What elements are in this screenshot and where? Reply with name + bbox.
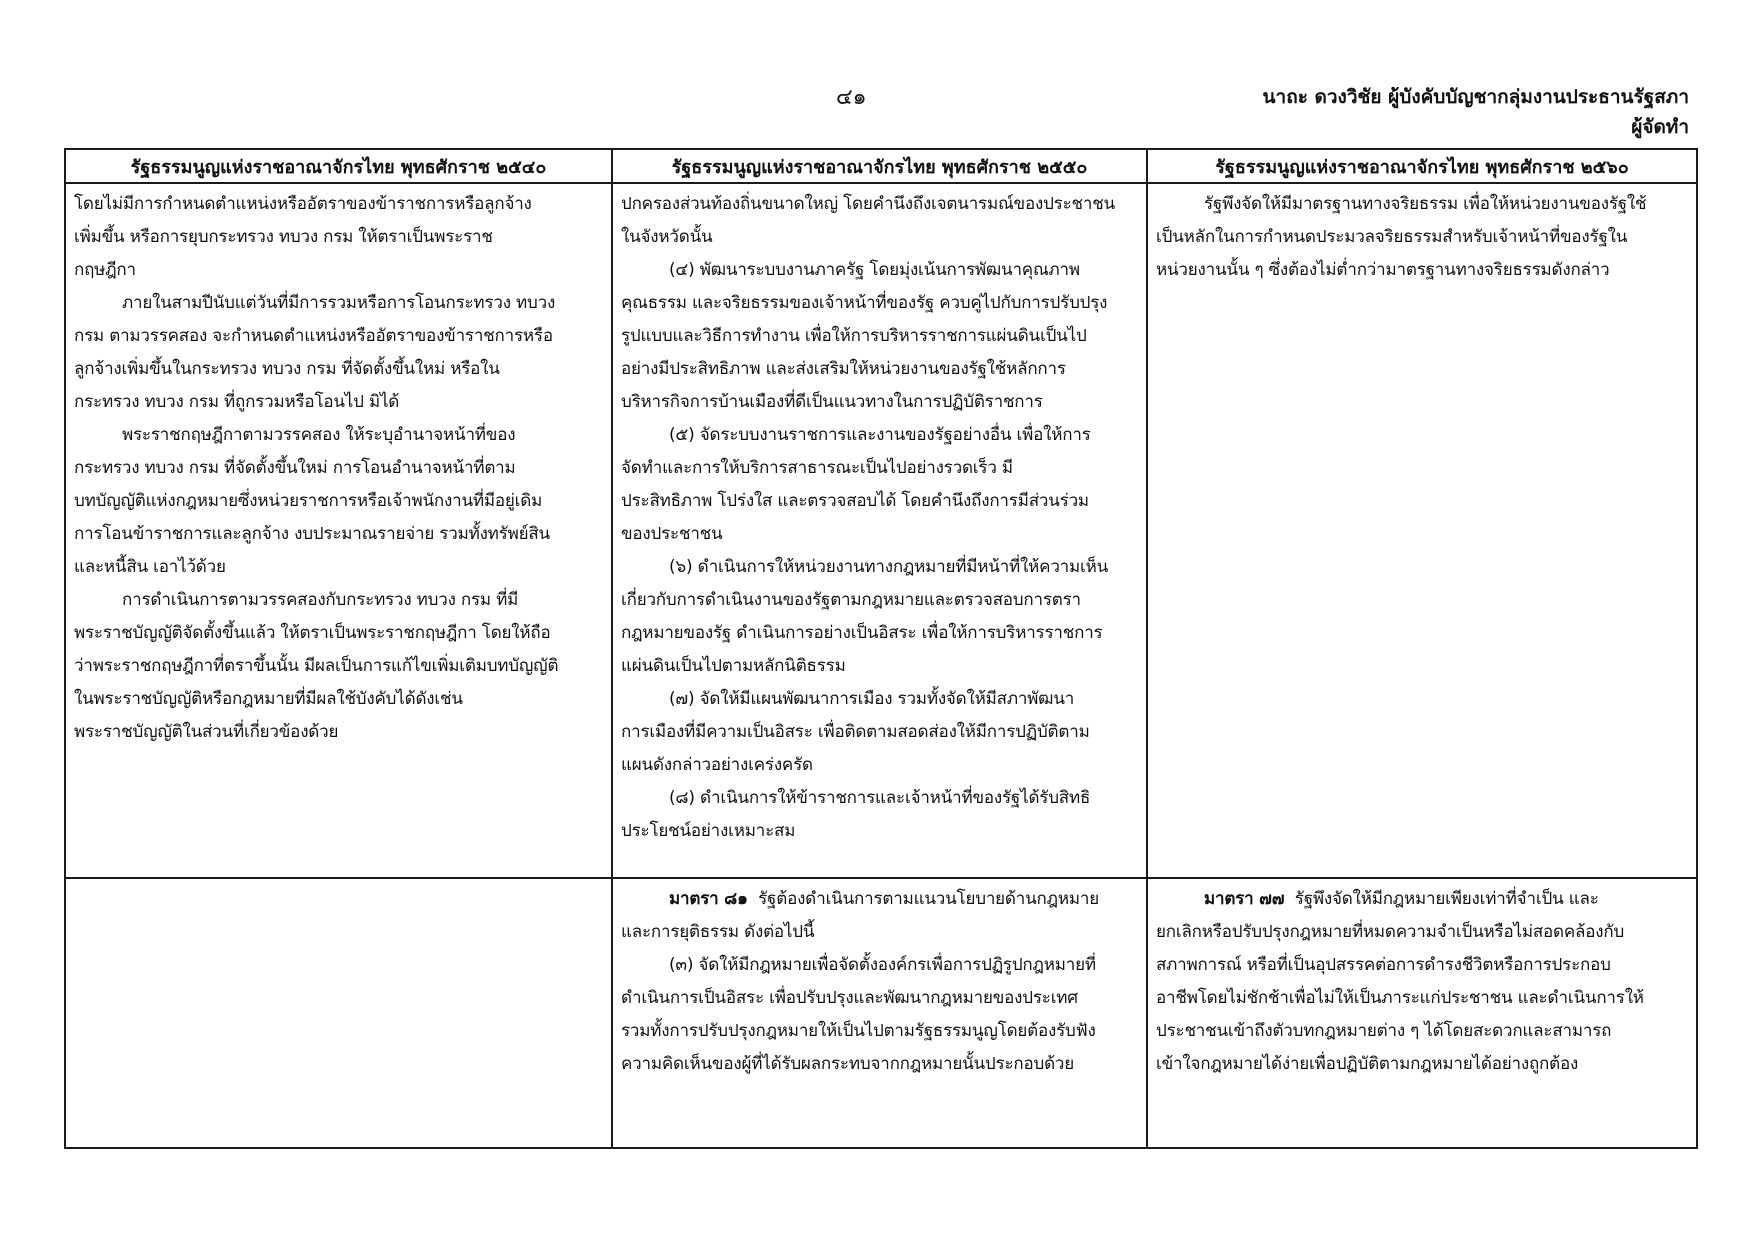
- text-line: เพิ่มขึ้น หรือการยุบกระทรวง ทบวง กรม ให้ตราเป็นพระราช: [74, 227, 493, 247]
- text-line: ภายในสามปีนับแต่วันที่มีการรวมหรือการโอนกระทรวง ทบวง: [122, 293, 556, 313]
- text-line: (๗) จัดให้มีแผนพัฒนาการเมือง รวมทั้งจัดให้มีสภาพัฒนา: [669, 689, 1075, 709]
- text-line: สภาพการณ์ หรือที่เป็นอุปสรรคต่อการดำรงชีวิตหรือการประกอบ: [1156, 955, 1611, 976]
- text-line: ปกครองส่วนท้องถิ่นขนาดใหญ่ โดยคำนึงถึงเจตนารมณ์ของประชาชน: [621, 194, 1115, 214]
- column-header-2540: รัฐธรรมนูญแห่งราชอาณาจักรไทย พุทธศักราช ๒๕๔๐: [65, 149, 612, 183]
- text-line: และหนี้สิน เอาไว้ด้วย: [74, 557, 226, 577]
- text-line: ประชาชนเข้าถึงตัวบทกฎหมายต่าง ๆ ได้โดยสะดวกและสามารถ: [1156, 1021, 1612, 1042]
- text-line: [1156, 883, 1688, 916]
- text-line: พระราชกฤษฎีกาตามวรรคสอง ให้ระบุอำนาจหน้าที่ของ: [122, 425, 516, 445]
- text-line: แผนดังกล่าวอย่างเคร่งครัด: [621, 755, 813, 775]
- text-line: (๓) จัดให้มีกฎหมายเพื่อจัดตั้งองค์กรเพื่อการปฏิรูปกฎหมายที่: [669, 955, 1096, 976]
- text-line: ในพระราชบัญญัติหรือกฎหมายที่มีผลใช้บังคับได้ดังเช่น: [74, 689, 463, 709]
- table-row: [65, 183, 1697, 878]
- text-line: บริหารกิจการบ้านเมืองที่ดีเป็นแนวทางในการปฏิบัติราชการ: [621, 392, 1043, 412]
- column-header-2560: รัฐธรรมนูญแห่งราชอาณาจักรไทย พุทธศักราช ๒๕๖๐: [1147, 149, 1697, 183]
- cell-2560-section-77: [1147, 878, 1697, 1148]
- text-line: กระทรวง ทบวง กรม ที่ถูกรวมหรือโอนไป มิได้: [74, 392, 400, 412]
- text-line: ดำเนินการเป็นอิสระ เพื่อปรับปรุงและพัฒนากฎหมายของประเทศ: [621, 988, 1078, 1009]
- text-line: ยกเลิกหรือปรับปรุงกฎหมายที่หมดความจำเป็นหรือไม่สอดคล้องกับ: [1156, 922, 1625, 943]
- text-line: เกี่ยวกับการดำเนินงานของรัฐตามกฎหมายและตรวจสอบการตรา: [621, 590, 1081, 610]
- text-line: รัฐพึงจัดให้มีมาตรฐานทางจริยธรรม เพื่อให้หน่วยงานของรัฐใช้: [1204, 194, 1647, 214]
- section-text: รัฐพึงจัดให้มีกฎหมายเพียงเท่าที่จำเป็น และ: [1294, 889, 1599, 910]
- text-line: อาชีพโดยไม่ชักช้าเพื่อไม่ให้เป็นภาระแก่ประชาชน และดำเนินการให้: [1156, 988, 1644, 1009]
- text-line: ว่าพระราชกฤษฎีกาที่ตราขึ้นนั้น มีผลเป็นการแก้ไขเพิ่มเติมบทบัญญัติ: [74, 656, 559, 676]
- table-row: [65, 878, 1697, 1148]
- cell-2550-section-81: [612, 878, 1147, 1148]
- text-line: กฤษฎีกา: [74, 260, 136, 280]
- constitution-comparison-table: [64, 148, 1698, 1149]
- text-line: พระราชบัญญัติจัดตั้งขึ้นแล้ว ให้ตราเป็นพระราชกฤษฎีกา โดยให้ถือ: [74, 623, 551, 643]
- cell-2550-continuation: [612, 183, 1147, 878]
- text-line: เป็นหลักในการกำหนดประมวลจริยธรรมสำหรับเจ้าหน้าที่ของรัฐใน: [1156, 227, 1628, 247]
- credit-author-line: นาถะ ดวงวิชัย ผู้บังคับบัญชากลุ่มงานประธานรัฐสภา: [1262, 86, 1689, 108]
- text-line: ประสิทธิภาพ โปร่งใส และตรวจสอบได้ โดยคำนึงถึงการมีส่วนร่วม: [621, 491, 1089, 511]
- text-line: โดยไม่มีการกำหนดตำแหน่งหรืออัตราของข้าราชการหรือลูกจ้าง: [74, 194, 532, 214]
- text-line: (๘) ดำเนินการให้ข้าราชการและเจ้าหน้าที่ของรัฐได้รับสิทธิ: [669, 788, 1091, 808]
- text-line: ลูกจ้างเพิ่มขึ้นในกระทรวง ทบวง กรม ที่จัดตั้งขึ้นใหม่ หรือใน: [74, 359, 500, 379]
- credit-role-line: ผู้จัดทำ: [1631, 116, 1689, 138]
- text-line: กรม ตามวรรคสอง จะกำหนดตำแหน่งหรืออัตราของข้าราชการหรือ: [74, 326, 553, 346]
- text-line: การเมืองที่มีความเป็นอิสระ เพื่อติดตามสอดส่องให้มีการปฏิบัติตาม: [621, 722, 1090, 742]
- text-line: กฎหมายของรัฐ ดำเนินการอย่างเป็นอิสระ เพื่อให้การบริหารราชการ: [621, 623, 1103, 643]
- text-line: กระทรวง ทบวง กรม ที่จัดตั้งขึ้นใหม่ การโอนอำนาจหน้าที่ตาม: [74, 458, 516, 478]
- text-line: [621, 883, 1138, 916]
- table-header-row: [65, 149, 1697, 183]
- text-line: รูปแบบและวิธีการทำงาน เพื่อให้การบริหารราชการแผ่นดินเป็นไป: [621, 326, 1087, 346]
- text-line: ประโยชน์อย่างเหมาะสม: [621, 821, 796, 841]
- text-line: ในจังหวัดนั้น: [621, 227, 713, 247]
- text-line: (๖) ดำเนินการให้หน่วยงานทางกฎหมายที่มีหน้าที่ให้ความเห็น: [669, 557, 1109, 577]
- cell-2540-empty: [65, 878, 612, 1148]
- text-line: และการยุติธรรม ดังต่อไปนี้: [621, 922, 815, 943]
- text-line: ความคิดเห็นของผู้ที่ได้รับผลกระทบจากกฎหมายนั้นประกอบด้วย: [621, 1054, 1075, 1075]
- document-credit: [1263, 82, 1689, 142]
- text-line: หน่วยงานนั้น ๆ ซึ่งต้องไม่ต่ำกว่ามาตรฐานทางจริยธรรมดังกล่าว: [1156, 260, 1610, 280]
- text-line: การดำเนินการตามวรรคสองกับกระทรวง ทบวง กรม ที่มี: [122, 590, 519, 610]
- section-label: มาตรา ๘๑: [669, 889, 748, 910]
- text-line: อย่างมีประสิทธิภาพ และส่งเสริมให้หน่วยงานของรัฐใช้หลักการ: [621, 359, 1066, 379]
- text-line: เข้าใจกฎหมายได้ง่ายเพื่อปฏิบัติตามกฎหมายได้อย่างถูกต้อง: [1156, 1054, 1579, 1075]
- text-line: แผ่นดินเป็นไปตามหลักนิติธรรม: [621, 656, 846, 676]
- section-text: รัฐต้องดำเนินการตามแนวนโยบายด้านกฎหมาย: [758, 889, 1099, 910]
- text-line: (๕) จัดระบบงานราชการและงานของรัฐอย่างอื่น เพื่อให้การ: [669, 425, 1091, 445]
- page-number: ๔๑: [836, 85, 867, 110]
- text-line: รวมทั้งการปรับปรุงกฎหมายให้เป็นไปตามรัฐธรรมนูญโดยต้องรับฟัง: [621, 1021, 1096, 1042]
- text-line: ของประชาชน: [621, 524, 723, 544]
- column-header-2550: รัฐธรรมนูญแห่งราชอาณาจักรไทย พุทธศักราช ๒๕๕๐: [612, 149, 1147, 183]
- section-label: มาตรา ๗๗: [1204, 889, 1285, 910]
- cell-2540-continuation: [65, 183, 612, 878]
- text-line: (๔) พัฒนาระบบงานภาครัฐ โดยมุ่งเน้นการพัฒนาคุณภาพ: [669, 260, 1080, 280]
- text-line: บทบัญญัติแห่งกฎหมายซึ่งหน่วยราชการหรือเจ้าพนักงานที่มีอยู่เดิม: [74, 491, 543, 511]
- text-line: คุณธรรม และจริยธรรมของเจ้าหน้าที่ของรัฐ ควบคู่ไปกับการปรับปรุง: [621, 293, 1108, 313]
- text-line: การโอนข้าราชการและลูกจ้าง งบประมาณรายจ่าย รวมทั้งทรัพย์สิน: [74, 524, 550, 544]
- text-line: พระราชบัญญัติในส่วนที่เกี่ยวข้องด้วย: [74, 722, 339, 742]
- text-line: จัดทำและการให้บริการสาธารณะเป็นไปอย่างรวดเร็ว มี: [621, 458, 1013, 478]
- cell-2560-continuation: [1147, 183, 1697, 878]
